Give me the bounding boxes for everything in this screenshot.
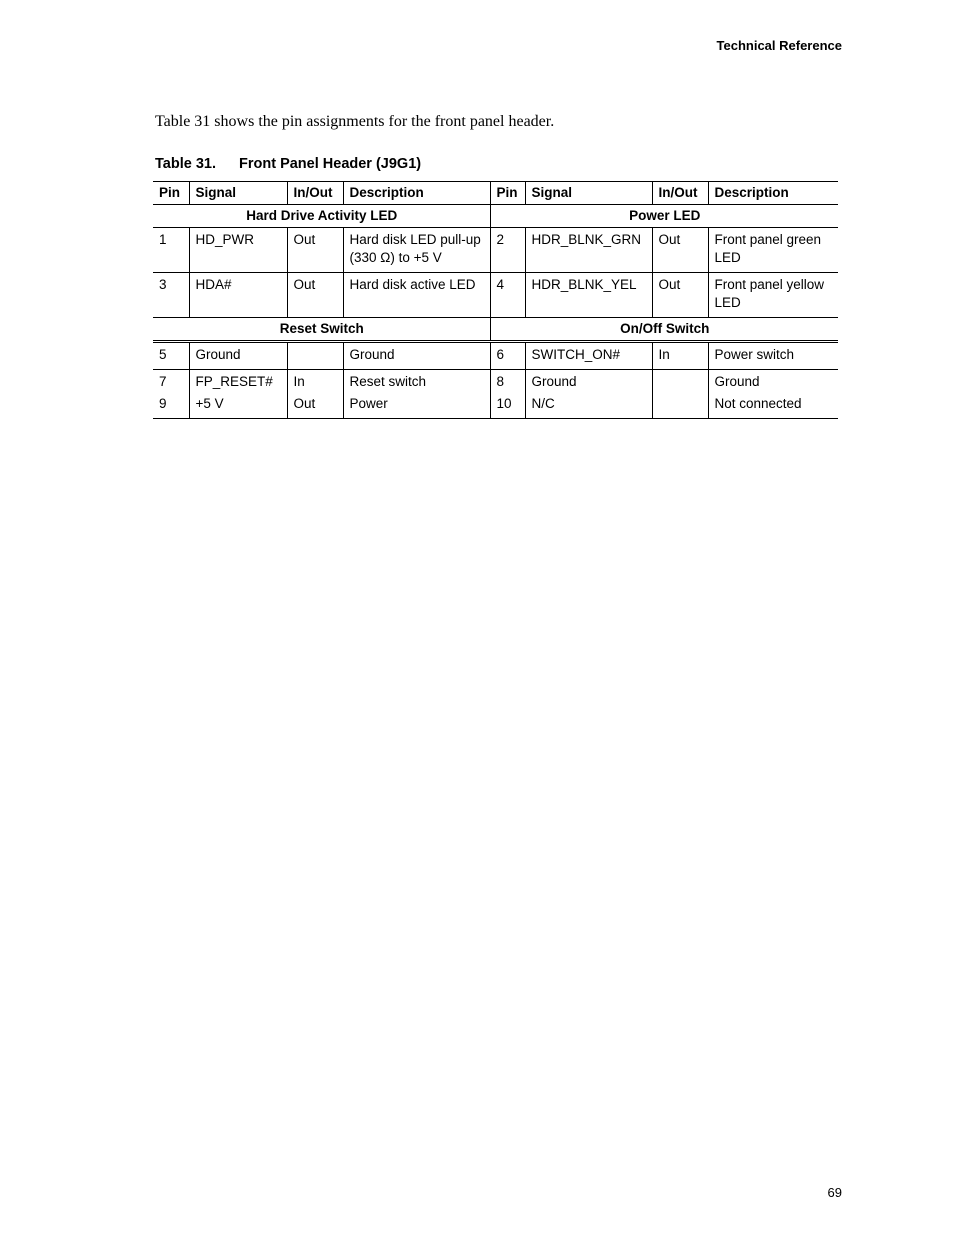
- cell: Hard disk LED pull-up (330 Ω) to +5 V: [343, 228, 490, 273]
- table-row: [153, 228, 838, 273]
- cell: 7: [159, 374, 167, 389]
- cell: [652, 392, 708, 419]
- cell: [287, 342, 343, 370]
- cell: Hard disk active LED: [343, 273, 490, 318]
- cell: 1: [159, 232, 167, 247]
- cell: Front panel yellow LED: [708, 273, 838, 318]
- cell: Ground: [343, 342, 490, 370]
- table-row: [153, 342, 838, 370]
- cell: HDR_BLNK_GRN: [525, 228, 652, 273]
- cell: Out: [287, 392, 343, 419]
- group-label: Power LED: [490, 205, 838, 228]
- cell: 5: [159, 347, 167, 362]
- cell: FP_RESET#: [189, 370, 287, 393]
- table-header-row: [153, 182, 838, 205]
- cell: Ground: [525, 370, 652, 393]
- group-label: Reset Switch: [279, 321, 364, 336]
- column-header: Signal: [525, 182, 652, 205]
- cell: Ground: [708, 370, 838, 393]
- cell: SWITCH_ON#: [525, 342, 652, 370]
- table-row: [153, 392, 838, 419]
- group-label: Hard Drive Activity LED: [246, 208, 398, 223]
- cell: Out: [287, 273, 343, 318]
- cell: Out: [652, 228, 708, 273]
- cell: In: [652, 342, 708, 370]
- cell: 6: [490, 342, 525, 370]
- page-number: 69: [827, 1185, 842, 1200]
- cell: In: [287, 370, 343, 393]
- running-header: Technical Reference: [716, 38, 842, 53]
- cell: Reset switch: [343, 370, 490, 393]
- cell: N/C: [525, 392, 652, 419]
- cell: 9: [159, 396, 167, 411]
- column-header: Signal: [189, 182, 287, 205]
- column-header: Pin: [159, 185, 181, 200]
- table-caption: [155, 156, 421, 172]
- group-label: On/Off Switch: [490, 318, 838, 342]
- cell: HD_PWR: [189, 228, 287, 273]
- group-row: [153, 205, 838, 228]
- cell: Power: [343, 392, 490, 419]
- column-header: In/Out: [652, 182, 708, 205]
- cell: 4: [490, 273, 525, 318]
- cell: +5 V: [189, 392, 287, 419]
- intro-paragraph: Table 31 shows the pin assignments for the front panel header.: [155, 113, 555, 130]
- cell: Out: [652, 273, 708, 318]
- column-header: In/Out: [287, 182, 343, 205]
- cell: 8: [490, 370, 525, 393]
- cell: Out: [287, 228, 343, 273]
- column-header: Description: [343, 182, 490, 205]
- cell: Ground: [189, 342, 287, 370]
- cell: 10: [490, 392, 525, 419]
- pin-assignment-table: [153, 181, 838, 419]
- table-title: Front Panel Header (J9G1): [239, 156, 422, 172]
- group-row: [153, 318, 838, 342]
- cell: Front panel green LED: [708, 228, 838, 273]
- cell: Power switch: [708, 342, 838, 370]
- table-row: [153, 273, 838, 318]
- cell: HDR_BLNK_YEL: [525, 273, 652, 318]
- cell: [652, 370, 708, 393]
- table-row: [153, 370, 838, 393]
- cell: Not connected: [708, 392, 838, 419]
- cell: 2: [490, 228, 525, 273]
- column-header: Pin: [490, 182, 525, 205]
- column-header: Description: [708, 182, 838, 205]
- cell: 3: [159, 277, 167, 292]
- cell: HDA#: [189, 273, 287, 318]
- table-number: Table 31.: [155, 156, 216, 172]
